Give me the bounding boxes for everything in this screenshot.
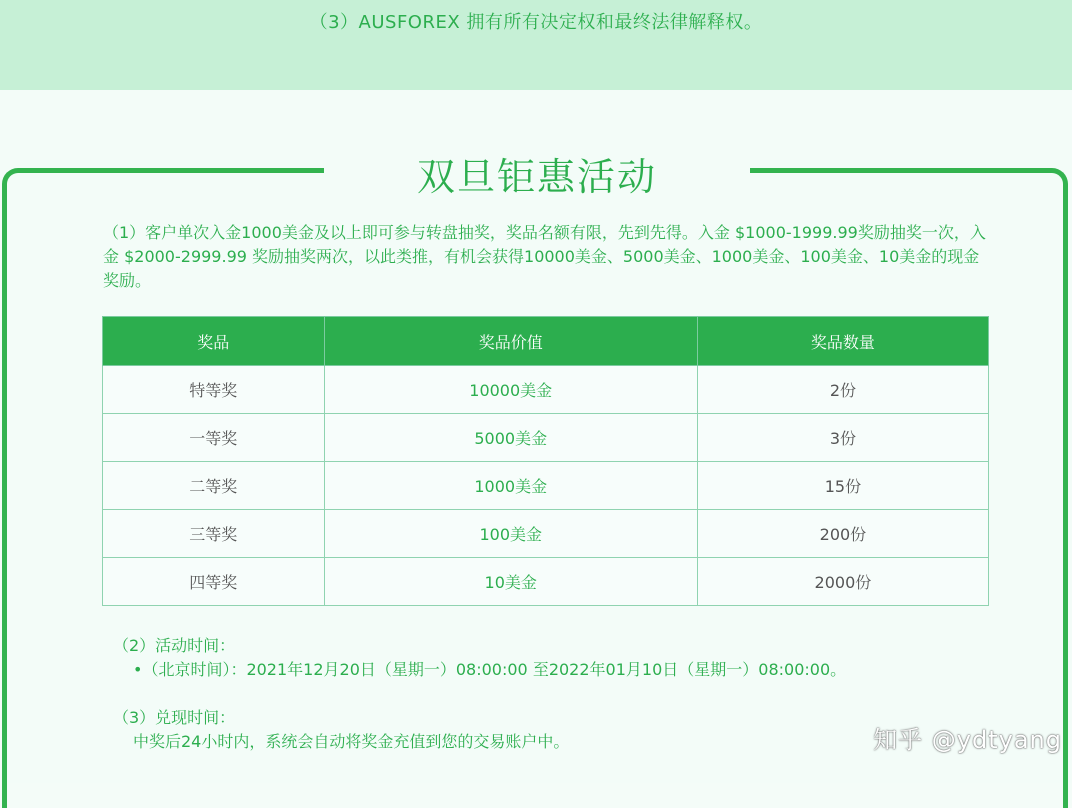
table-row bbox=[103, 462, 989, 510]
prize-name: 一等奖 bbox=[103, 414, 325, 462]
top-band bbox=[0, 0, 1072, 90]
prize-value: 100美金 bbox=[324, 510, 697, 558]
prize-value: 10000美金 bbox=[324, 366, 697, 414]
promo-section bbox=[0, 90, 1072, 783]
header-quantity: 奖品数量 bbox=[697, 317, 988, 366]
table-row bbox=[103, 366, 989, 414]
table-row bbox=[103, 510, 989, 558]
activity-time-value: •（北京时间）：2021年12月20日（星期一）08:00:00 至2022年01月10日（星期一）08:00:00。 bbox=[133, 658, 846, 682]
prize-name: 四等奖 bbox=[103, 558, 325, 606]
activity-time-label: （2）活动时间： bbox=[113, 634, 235, 658]
prize-value: 5000美金 bbox=[324, 414, 697, 462]
header-value: 奖品价值 bbox=[324, 317, 697, 366]
watermark: 知乎 @ydtyang bbox=[873, 720, 1062, 755]
redeem-time-label: （3）兑现时间： bbox=[113, 706, 235, 730]
section-title: 双旦钜惠活动 bbox=[324, 146, 750, 201]
prize-value: 1000美金 bbox=[324, 462, 697, 510]
table-row bbox=[103, 414, 989, 462]
legal-notice: （3）AUSFOREX 拥有所有决定权和最终法律解释权。 bbox=[0, 8, 1072, 34]
prize-quantity: 2000份 bbox=[697, 558, 988, 606]
table-row bbox=[103, 558, 989, 606]
prize-quantity: 15份 bbox=[697, 462, 988, 510]
redeem-time-value: 中奖后24小时内，系统会自动将奖金充值到您的交易账户中。 bbox=[133, 730, 569, 754]
prize-name: 三等奖 bbox=[103, 510, 325, 558]
prize-quantity: 3份 bbox=[697, 414, 988, 462]
prize-table bbox=[102, 316, 989, 606]
prize-quantity: 200份 bbox=[697, 510, 988, 558]
rules-paragraph: （1）客户单次入金1000美金及以上即可参与转盘抽奖，奖品名额有限，先到先得。入金 $1000-1999.99奖励抽奖一次，入金 $2000-2999.99 奖励抽奖两次，以此类推，有机会获得10000美金、5000美金、1000美金、100美金、10美金的现金奖励。 bbox=[103, 221, 988, 293]
table-header-row bbox=[103, 317, 989, 366]
prize-name: 特等奖 bbox=[103, 366, 325, 414]
prize-value: 10美金 bbox=[324, 558, 697, 606]
prize-name: 二等奖 bbox=[103, 462, 325, 510]
header-prize: 奖品 bbox=[103, 317, 325, 366]
prize-quantity: 2份 bbox=[697, 366, 988, 414]
